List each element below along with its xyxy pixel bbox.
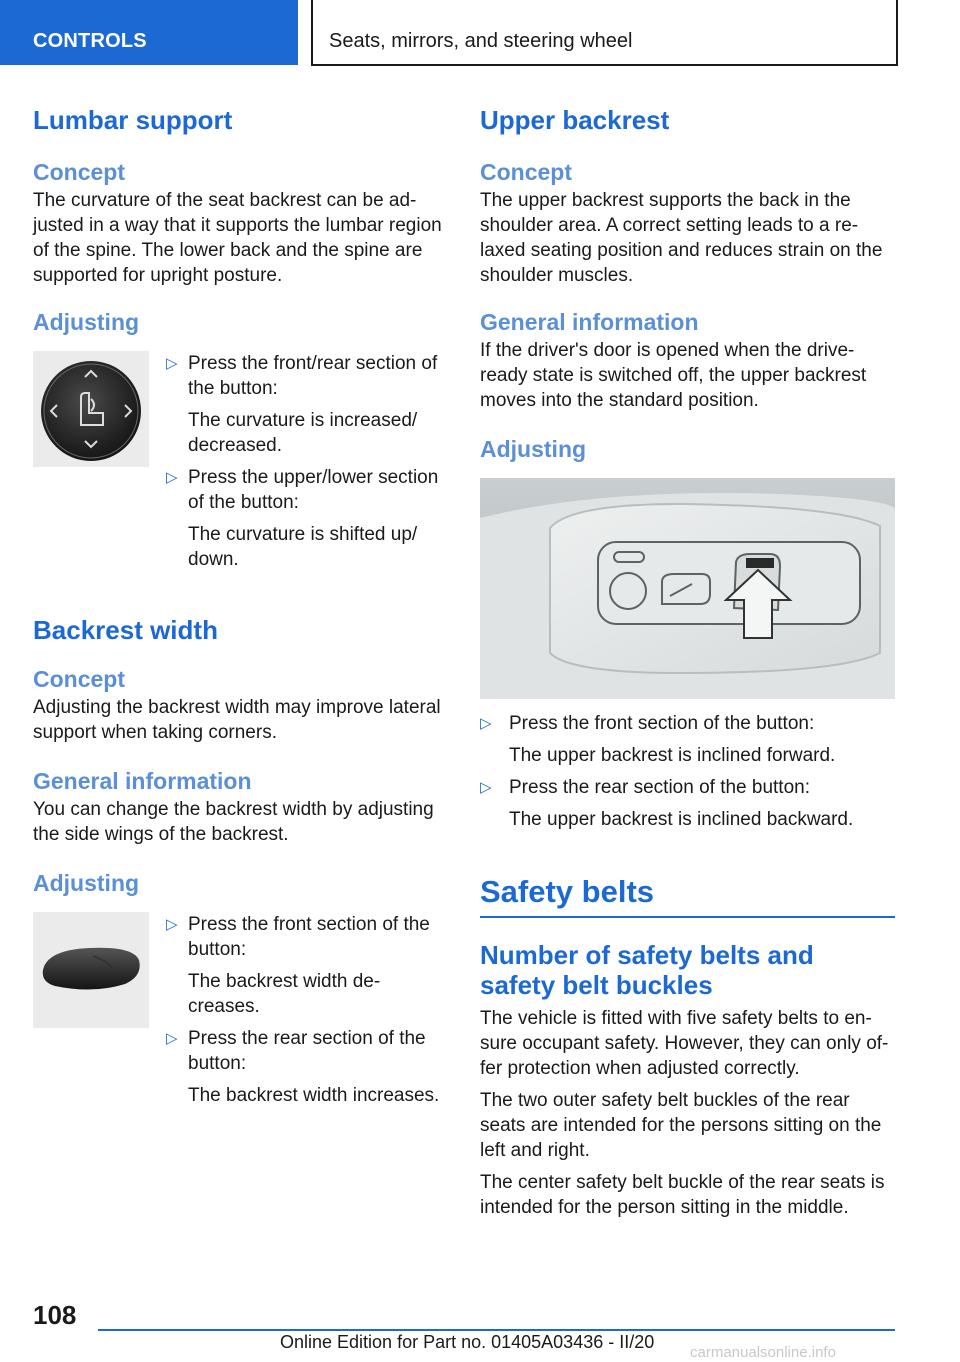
step-action: Press the rear section of the button:	[509, 777, 811, 798]
backrest-steps	[166, 912, 445, 1108]
backrest-adjust-block	[33, 912, 445, 1108]
step-item	[480, 775, 895, 832]
upper-concept-text: The upper backrest supports the back in the shoulder area. A correct setting leads to a re‐laxed seating position and reduces strain on the shoulder muscles.	[480, 190, 883, 286]
step-action: Press the front section of the button:	[188, 914, 430, 960]
lumbar-adjusting-heading: Adjusting	[33, 309, 140, 335]
left-column	[33, 100, 445, 1108]
seat-switch-panel-icon	[480, 478, 895, 699]
seat-controls-image	[480, 478, 895, 699]
page-header	[0, 0, 960, 66]
right-column	[480, 100, 895, 1220]
lumbar-concept-heading: Concept	[33, 159, 125, 185]
step-action: Press the rear section of the button:	[188, 1028, 426, 1074]
step-result: The upper backrest is inclined backward.	[509, 809, 854, 830]
step-bullet-icon: ▷	[166, 469, 178, 486]
step-bullet-icon: ▷	[166, 355, 178, 372]
lumbar-control-icon	[33, 351, 149, 467]
chapter-title: Seats, mirrors, and steering wheel	[329, 30, 633, 52]
section-label: CONTROLS	[33, 30, 147, 52]
backrest-adjusting-heading: Adjusting	[33, 870, 140, 896]
step-action: Press the front/rear section of the button:	[188, 353, 438, 399]
backrest-general-text: You can change the backrest width by adjusting the side wings of the backrest.	[33, 799, 434, 845]
belts-paragraph: The vehicle is fitted with five safety belts to en‐sure occupant safety. However, they can only of‐fer protection when adjusted correctly.	[480, 1008, 889, 1079]
safety-belts-chapter-heading: Safety belts	[480, 872, 895, 918]
edition-label: Online Edition for Part no. 01405A03436 - II/20	[280, 1332, 655, 1352]
backrest-width-control-icon	[33, 912, 149, 1028]
upper-concept-heading: Concept	[480, 159, 572, 185]
step-result: The curvature is shifted up/ down.	[188, 524, 418, 570]
backrest-concept-text: Adjusting the backrest width may improve lateral support when taking corners.	[33, 697, 441, 743]
belts-paragraph: The center safety belt buckle of the rear seats is intended for the person sitting in the middle.	[480, 1172, 885, 1218]
backrest-button-image	[33, 912, 149, 1028]
chapter-title-box	[311, 0, 898, 66]
step-item	[166, 912, 445, 1019]
backrest-concept-heading: Concept	[33, 666, 125, 692]
step-result: The upper backrest is inclined forward.	[509, 745, 836, 766]
upper-general-text: If the driver's door is opened when the drive-ready state is switched off, the upper backrest moves into the standard position.	[480, 340, 867, 411]
watermark: carmanualsonline.info	[690, 1344, 836, 1361]
upper-adjusting-heading: Adjusting	[480, 436, 587, 462]
backrest-width-heading: Backrest width	[33, 615, 218, 645]
step-bullet-icon: ▷	[480, 715, 492, 732]
step-item	[166, 465, 445, 572]
step-item	[166, 1026, 445, 1108]
upper-steps	[480, 711, 895, 832]
step-result: The backrest width increases.	[188, 1085, 440, 1106]
step-bullet-icon: ▷	[166, 916, 178, 933]
step-result: The backrest width de‐ creases.	[188, 971, 381, 1017]
step-item	[166, 351, 445, 458]
lumbar-support-heading: Lumbar support	[33, 105, 233, 135]
backrest-general-heading: General information	[33, 768, 252, 794]
section-tab	[0, 0, 298, 65]
step-action: Press the upper/lower section of the button:	[188, 467, 439, 513]
number-of-belts-heading: Number of safety belts and safety belt buckles	[480, 940, 814, 1000]
upper-backrest-heading: Upper backrest	[480, 105, 670, 135]
step-bullet-icon: ▷	[166, 1030, 178, 1047]
lumbar-concept-text: The curvature of the seat backrest can be ad‐justed in a way that it supports the lumbar region of the spine. The lower back and the spine are supported for upright posture.	[33, 190, 442, 286]
step-bullet-icon: ▷	[480, 779, 492, 796]
step-action: Press the front section of the button:	[509, 713, 815, 734]
lumbar-steps	[166, 351, 445, 572]
lumbar-adjust-block	[33, 351, 445, 572]
step-result: The curvature is increased/ decreased.	[188, 410, 418, 456]
footer-divider	[98, 1329, 895, 1331]
step-item	[480, 711, 895, 768]
belts-paragraph: The two outer safety belt buckles of the rear seats are intended for the persons sitting on the left and right.	[480, 1090, 882, 1161]
page-number: 108	[33, 1300, 77, 1330]
lumbar-button-image	[33, 351, 149, 467]
upper-general-heading: General information	[480, 309, 699, 335]
